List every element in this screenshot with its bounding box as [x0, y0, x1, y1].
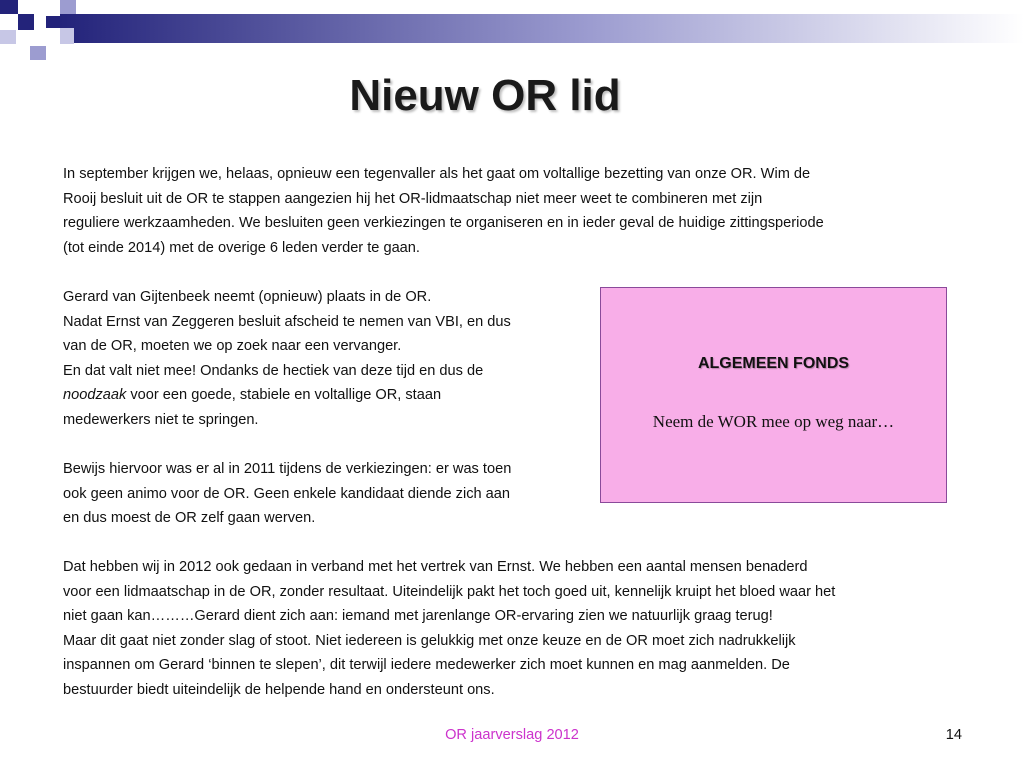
text-line: reguliere werkzaamheden. We besluiten geen verkiezingen te organiseren en in ieder geval de huidige zittingsperiode: [63, 215, 824, 231]
text-line: [63, 383, 595, 408]
text-line: voor een lidmaatschap in de OR, zonder resultaat. Uiteindelijk pakt het toch goed uit, kennelijk kruipt het bloed waar het: [63, 583, 836, 600]
text-line: medewerkers niet te springen.: [63, 411, 259, 428]
text-line: Rooij besluit uit de OR te stappen aangezien hij het OR-lidmaatschap niet meer weet te combineren met zijn: [63, 190, 763, 207]
header-decoration: [0, 0, 1024, 70]
text-line: inspannen om Gerard ‘binnen te slepen’, dit terwijl iedere medewerker zich moet kunnen en mag aanmelden. De: [63, 657, 790, 673]
paragraph-intro: [63, 162, 968, 260]
text-line: Dat hebben wij in 2012 ook gedaan in verband met het vertrek van Ernst. We hebben een aantal mensen benaderd: [63, 559, 808, 575]
italic-text: noodzaak: [63, 387, 127, 403]
text-fragment: voor een goede, stabiele en voltallige OR, staan: [126, 387, 442, 403]
algemeen-fonds-box: [600, 287, 947, 503]
text-line: bestuurder biedt uiteindelijk de helpende hand en ondersteunt ons.: [63, 681, 495, 698]
paragraph-bewijs: [63, 457, 595, 531]
paragraph-gerard: [63, 285, 595, 432]
text-line: In september krijgen we, helaas, opnieuw een tegenvaller als het gaat om voltallige bezetting van onze OR. Wim de: [63, 166, 811, 182]
page-number: 14: [945, 727, 962, 743]
paragraph-2012: [63, 555, 968, 702]
text-line: En dat valt niet mee! Ondanks de hectiek van deze tijd en dus de: [63, 362, 484, 379]
text-line: Bewijs hiervoor was er al in 2011 tijdens de verkiezingen: er was toen: [63, 461, 512, 477]
footer-text: OR jaarverslag 2012: [445, 727, 579, 743]
fonds-subtitle: Neem de WOR mee op weg naar…: [652, 412, 895, 431]
text-line: van de OR, moeten we op zoek naar een vervanger.: [63, 338, 402, 354]
text-line: ook geen animo voor de OR. Geen enkele kandidaat diende zich aan: [63, 485, 511, 502]
text-line: Nadat Ernst van Zeggeren besluit afscheid te nemen van VBI, en dus: [63, 313, 511, 330]
text-line: niet gaan kan………Gerard dient zich aan: iemand met jarenlange OR-ervaring zien we natuurlijk graag terug!: [63, 608, 773, 624]
text-line: (tot einde 2014) met de overige 6 leden verder te gaan.: [63, 239, 420, 256]
text-line: en dus moest de OR zelf gaan werven.: [63, 510, 316, 526]
fonds-title: ALGEMEEN FONDS: [697, 355, 850, 372]
page-title: Nieuw OR lid: [349, 71, 621, 120]
text-line: Maar dit gaat niet zonder slag of stoot. Niet iedereen is gelukkig met onze keuze en de OR moet zich nadrukkelijk: [63, 632, 796, 649]
text-line: Gerard van Gijtenbeek neemt (opnieuw) plaats in de OR.: [63, 289, 432, 305]
